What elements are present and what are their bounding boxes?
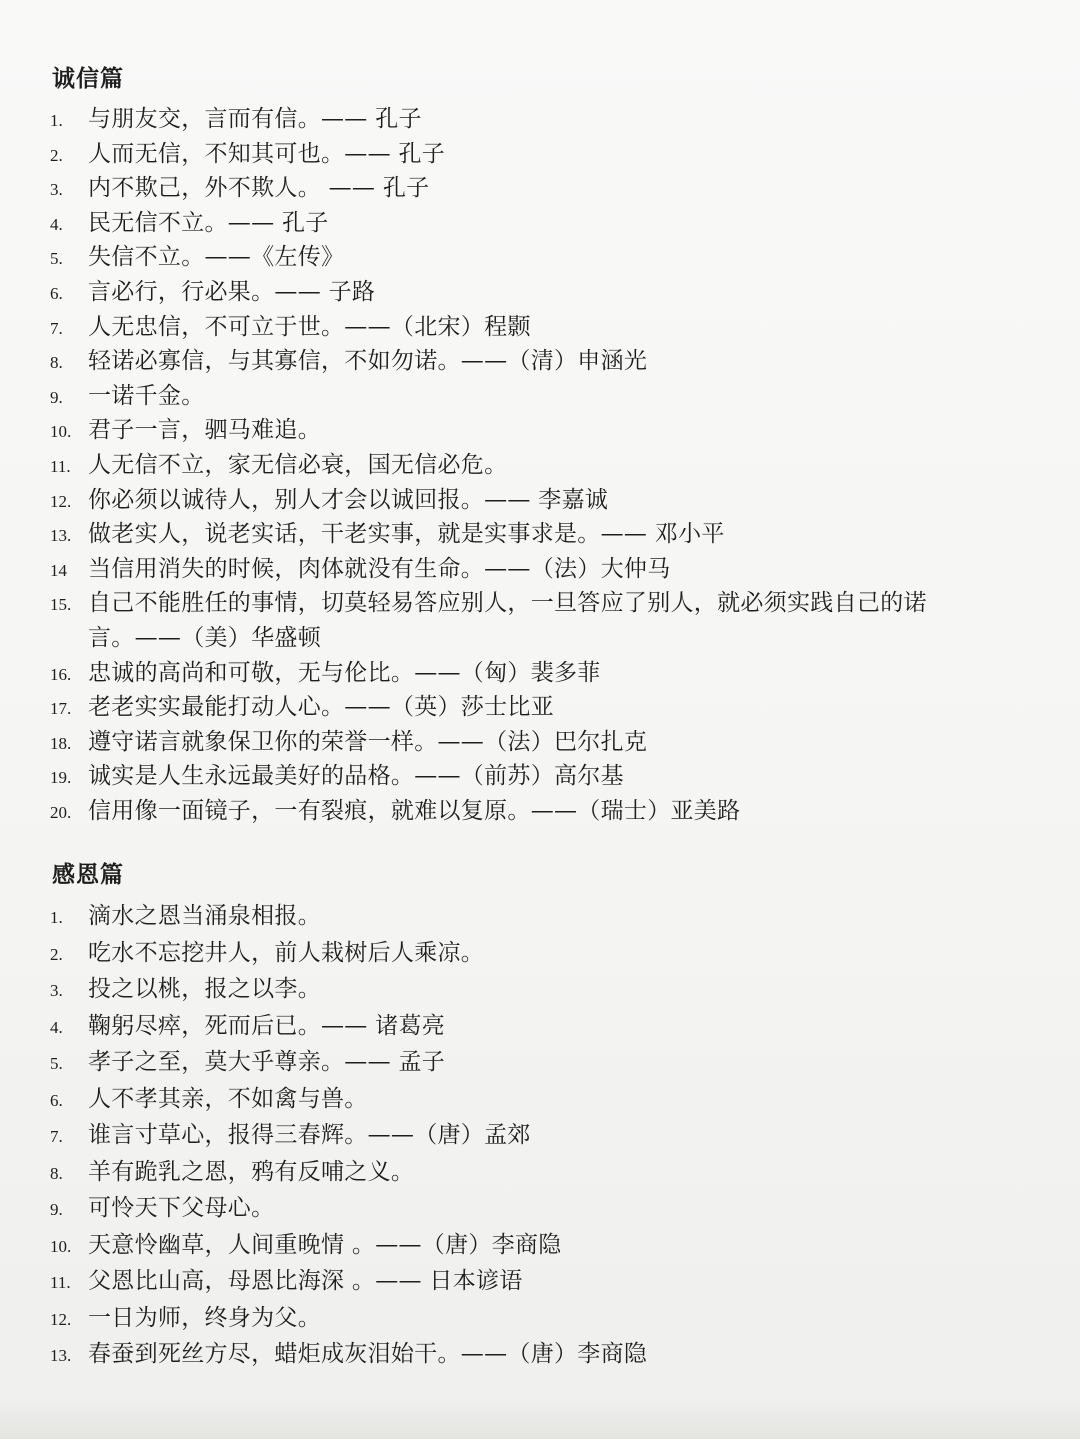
- list-item: [48, 690, 1048, 725]
- list-item: [48, 898, 1048, 935]
- quote-text: 遵守诺言就象保卫你的荣誉一样。——（法）巴尔扎克: [88, 728, 648, 755]
- item-number: 10.: [50, 422, 72, 442]
- quote-text: 人无信不立，家无信必衰，国无信必危。: [88, 451, 508, 478]
- quote-text: 轻诺必寡信，与其寡信，不如勿诺。——（清）申涵光: [88, 348, 648, 375]
- item-number: 11.: [50, 456, 71, 476]
- item-number: 6.: [50, 283, 63, 303]
- quote-text: 鞠躬尽瘁，死而后已。—— 诸葛亮: [88, 1012, 446, 1039]
- item-number: 16.: [50, 664, 72, 684]
- quote-text: 父恩比山高，母恩比海深 。—— 日本谚语: [88, 1268, 523, 1294]
- integrity-section: [48, 62, 1048, 828]
- quote-text: 一日为师，终身为父。: [88, 1304, 321, 1331]
- quote-text: 老老实实最能打动人心。——（英）莎士比亚: [88, 694, 554, 721]
- item-number: 1.: [50, 908, 63, 927]
- item-number: 5.: [50, 1054, 63, 1073]
- list-item: [48, 137, 1048, 172]
- quote-text: 自己不能胜任的事情，切莫轻易答应别人，一旦答应了别人，就必须实践自己的诺言。——（美）华盛顿: [88, 590, 927, 651]
- section-title: 感恩篇: [52, 862, 124, 888]
- list-item: [48, 517, 1048, 552]
- item-number: 17.: [50, 699, 72, 719]
- quote-text: 可怜天下父母心。: [88, 1195, 275, 1221]
- quote-text: 天意怜幽草，人间重晚情 。——（唐）李商隐: [88, 1231, 562, 1258]
- list-item: [48, 1044, 1048, 1081]
- item-number: 7.: [50, 1127, 63, 1146]
- gratitude-section: [48, 858, 1048, 1373]
- item-number: 13.: [50, 1346, 72, 1365]
- item-number: 20.: [50, 802, 72, 822]
- item-number: 12.: [50, 491, 72, 511]
- list-item: [48, 240, 1048, 275]
- list-item: [48, 586, 1048, 655]
- quote-text: 投之以桃，报之以李。: [88, 976, 321, 1002]
- quote-text: 羊有跪乳之恩，鸦有反哺之义。: [88, 1158, 415, 1185]
- quote-text: 孝子之至，莫大乎尊亲。—— 孟子: [88, 1049, 446, 1075]
- item-number: 8.: [50, 1163, 63, 1183]
- quote-text: 言必行，行必果。—— 子路: [88, 278, 376, 305]
- list-item: [48, 1008, 1048, 1045]
- item-number: 12.: [50, 1309, 72, 1329]
- list-item: [48, 483, 1048, 518]
- quote-text: 忠诚的高尚和可敬，无与伦比。——（匈）裴多菲: [88, 659, 601, 686]
- item-number: 13.: [50, 526, 72, 546]
- list-item: [48, 552, 1048, 587]
- item-number: 4.: [50, 214, 63, 234]
- list-item: [48, 413, 1048, 448]
- list-item: [48, 794, 1048, 829]
- quote-text: 信用像一面镜子，一有裂痕，就难以复原。——（瑞士）亚美路: [88, 797, 741, 824]
- section-title: 诚信篇: [52, 66, 124, 92]
- item-number: 15.: [50, 595, 72, 615]
- list-item: [48, 344, 1048, 379]
- list-item: [48, 971, 1048, 1008]
- list-item: [48, 1117, 1048, 1154]
- quote-text: 春蚕到死丝方尽，蜡炬成灰泪始干。——（唐）李商隐: [88, 1341, 648, 1367]
- quote-text: 诚实是人生永远最美好的品格。——（前苏）高尔基: [88, 763, 624, 790]
- item-number: 5.: [50, 249, 63, 269]
- item-number: 1.: [50, 111, 63, 130]
- item-number: 11.: [50, 1273, 71, 1292]
- list-item: [48, 1300, 1048, 1337]
- item-number: 6.: [50, 1090, 63, 1110]
- list-item: [48, 275, 1048, 310]
- list-item: [48, 1227, 1048, 1264]
- quote-text: 民无信不立。—— 孔子: [88, 209, 329, 236]
- list-item: [48, 1336, 1048, 1373]
- list-item: [48, 171, 1048, 206]
- quote-text: 人而无信，不知其可也。—— 孔子: [88, 140, 446, 167]
- item-number: 10.: [50, 1236, 72, 1256]
- quote-list: [48, 102, 1048, 828]
- item-number: 3.: [50, 180, 63, 200]
- page-bottom-shadow: [0, 1399, 1080, 1439]
- quote-text: 做老实人，说老实话，干老实事，就是实事求是。—— 邓小平: [88, 521, 725, 548]
- item-number: 14: [50, 560, 67, 580]
- list-item: [48, 1263, 1048, 1300]
- item-number: 9.: [50, 1200, 63, 1219]
- item-number: 8.: [50, 353, 63, 373]
- list-item: [48, 1190, 1048, 1227]
- quote-text: 君子一言，驷马难追。: [88, 417, 321, 444]
- list-item: [48, 1081, 1048, 1118]
- item-number: 9.: [50, 387, 63, 407]
- quote-text: 人不孝其亲，不如禽与兽。: [88, 1085, 368, 1112]
- list-item: [48, 206, 1048, 241]
- list-item: [48, 448, 1048, 483]
- quote-text: 失信不立。——《左传》: [88, 244, 345, 271]
- quote-text: 滴水之恩当涌泉相报。: [88, 903, 321, 929]
- quote-text: 与朋友交，言而有信。—— 孔子: [88, 106, 422, 132]
- list-item: [48, 759, 1048, 794]
- item-number: 19.: [50, 768, 72, 788]
- item-number: 18.: [50, 733, 72, 753]
- list-item: [48, 656, 1048, 691]
- list-item: [48, 379, 1048, 414]
- item-number: 4.: [50, 1017, 63, 1037]
- list-item: [48, 1154, 1048, 1191]
- list-item: [48, 102, 1048, 137]
- quote-text: 当信用消失的时候，肉体就没有生命。——（法）大仲马: [88, 555, 671, 582]
- list-item: [48, 725, 1048, 760]
- quote-text: 谁言寸草心，报得三春辉。——（唐）孟郊: [88, 1122, 531, 1148]
- item-number: 7.: [50, 318, 63, 338]
- quote-text: 吃水不忘挖井人，前人栽树后人乘凉。: [88, 939, 485, 966]
- item-number: 2.: [50, 145, 63, 165]
- list-item: [48, 935, 1048, 972]
- list-item: [48, 310, 1048, 345]
- quote-text: 一诺千金。: [88, 382, 205, 409]
- quote-text: 人无忠信，不可立于世。——（北宋）程颢: [88, 313, 531, 340]
- quote-text: 内不欺己，外不欺人。 —— 孔子: [88, 175, 430, 202]
- quote-list: [48, 898, 1048, 1373]
- item-number: 3.: [50, 981, 63, 1000]
- item-number: 2.: [50, 944, 63, 964]
- quote-text: 你必须以诚待人，别人才会以诚回报。—— 李嘉诚: [88, 486, 609, 513]
